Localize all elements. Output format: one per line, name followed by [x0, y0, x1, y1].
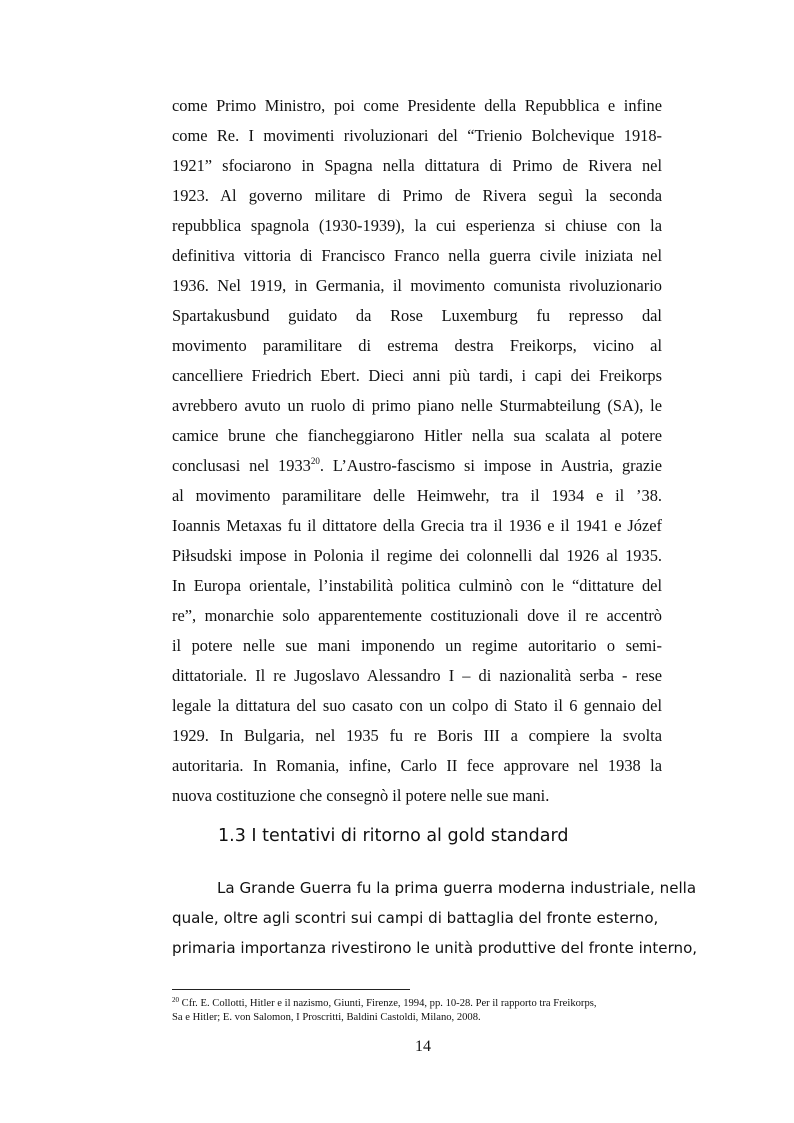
page-number: 14	[415, 1038, 431, 1055]
text-fragment: . L’Austro-fascismo si impose in Austria, grazie	[319, 456, 663, 475]
text-line: 1921” sfociarono in Spagna nella dittatura di Primo de Rivera nel	[172, 156, 662, 175]
text-line-with-footnote-ref	[172, 451, 662, 481]
footnote-ref[interactable]: 20	[310, 456, 320, 466]
text-line: autoritaria. In Romania, infine, Carlo II fece approvare nel 1938 la	[172, 756, 662, 775]
text-line: re”, monarchie solo apparentemente costituzionali dove il re accentrò	[172, 606, 662, 625]
text-line: La Grande Guerra fu la prima guerra moderna industriale, nella	[217, 879, 697, 897]
section-heading: 1.3 I tentativi di ritorno al gold standard	[218, 826, 569, 846]
text-line: camice brune che fiancheggiarono Hitler nella sua scalata al potere	[172, 426, 662, 445]
text-line: Piłsudski impose in Polonia il regime dei colonnelli dal 1926 al 1935.	[172, 546, 662, 565]
text-line: dittatoriale. Il re Jugoslavo Alessandro I – di nazionalità serba - rese	[172, 666, 662, 685]
text-line: il potere nelle sue mani imponendo un regime autoritario o semi-	[172, 636, 662, 655]
text-line: come Re. I movimenti rivoluzionari del “Trienio Bolchevique 1918-	[172, 126, 662, 145]
footnote-text: Cfr. E. Collotti, Hitler e il nazismo, Giunti, Firenze, 1994, pp. 10-28. Per il rapporto tra Freikorps,	[179, 998, 597, 1009]
text-fragment: conclusasi nel 1933	[172, 456, 311, 475]
body-paragraph	[172, 91, 662, 811]
text-line: al movimento paramilitare delle Heimwehr, tra il 1934 e il ’38.	[172, 486, 662, 505]
text-line: definitiva vittoria di Francisco Franco nella guerra civile iniziata nel	[172, 246, 662, 265]
text-line: repubblica spagnola (1930-1939), la cui esperienza si chiuse con la	[172, 216, 662, 235]
text-line: come Primo Ministro, poi come Presidente della Repubblica e infine	[172, 96, 662, 115]
text-line: Ioannis Metaxas fu il dittatore della Grecia tra il 1936 e il 1941 e Józef	[172, 516, 662, 535]
text-line: legale la dittatura del suo casato con un colpo di Stato il 6 gennaio del	[172, 696, 662, 715]
footnote-number: 20	[172, 996, 179, 1004]
text-line: In Europa orientale, l’instabilità politica culminò con le “dittature del	[172, 576, 662, 595]
text-line: 1929. In Bulgaria, nel 1935 fu re Boris III a compiere la svolta	[172, 726, 662, 745]
text-line: movimento paramilitare di estrema destra Freikorps, vicino al	[172, 336, 662, 355]
footnote-line: Sa e Hitler; E. von Salomon, I Proscritti, Baldini Castoldi, Milano, 2008.	[172, 1012, 481, 1023]
text-line: nuova costituzione che consegnò il potere nelle sue mani.	[172, 786, 550, 805]
text-line: avrebbero avuto un ruolo di primo piano nelle Sturmabteilung (SA), le	[172, 396, 662, 415]
text-line: 1936. Nel 1919, in Germania, il movimento comunista rivoluzionario	[172, 276, 662, 295]
footnote-divider	[172, 989, 410, 990]
text-line: primaria importanza rivestirono le unità produttive del fronte interno,	[172, 939, 698, 957]
text-line: Spartakusbund guidato da Rose Luxemburg fu represso dal	[172, 306, 662, 325]
text-line: 1923. Al governo militare di Primo de Rivera seguì la seconda	[172, 186, 662, 205]
text-line: cancelliere Friedrich Ebert. Dieci anni più tardi, i capi dei Freikorps	[172, 366, 662, 385]
footnote-line	[172, 997, 672, 1011]
section-paragraph	[172, 873, 698, 963]
text-line: quale, oltre agli scontri sui campi di battaglia del fronte esterno,	[172, 909, 659, 927]
footnote	[172, 997, 672, 1025]
